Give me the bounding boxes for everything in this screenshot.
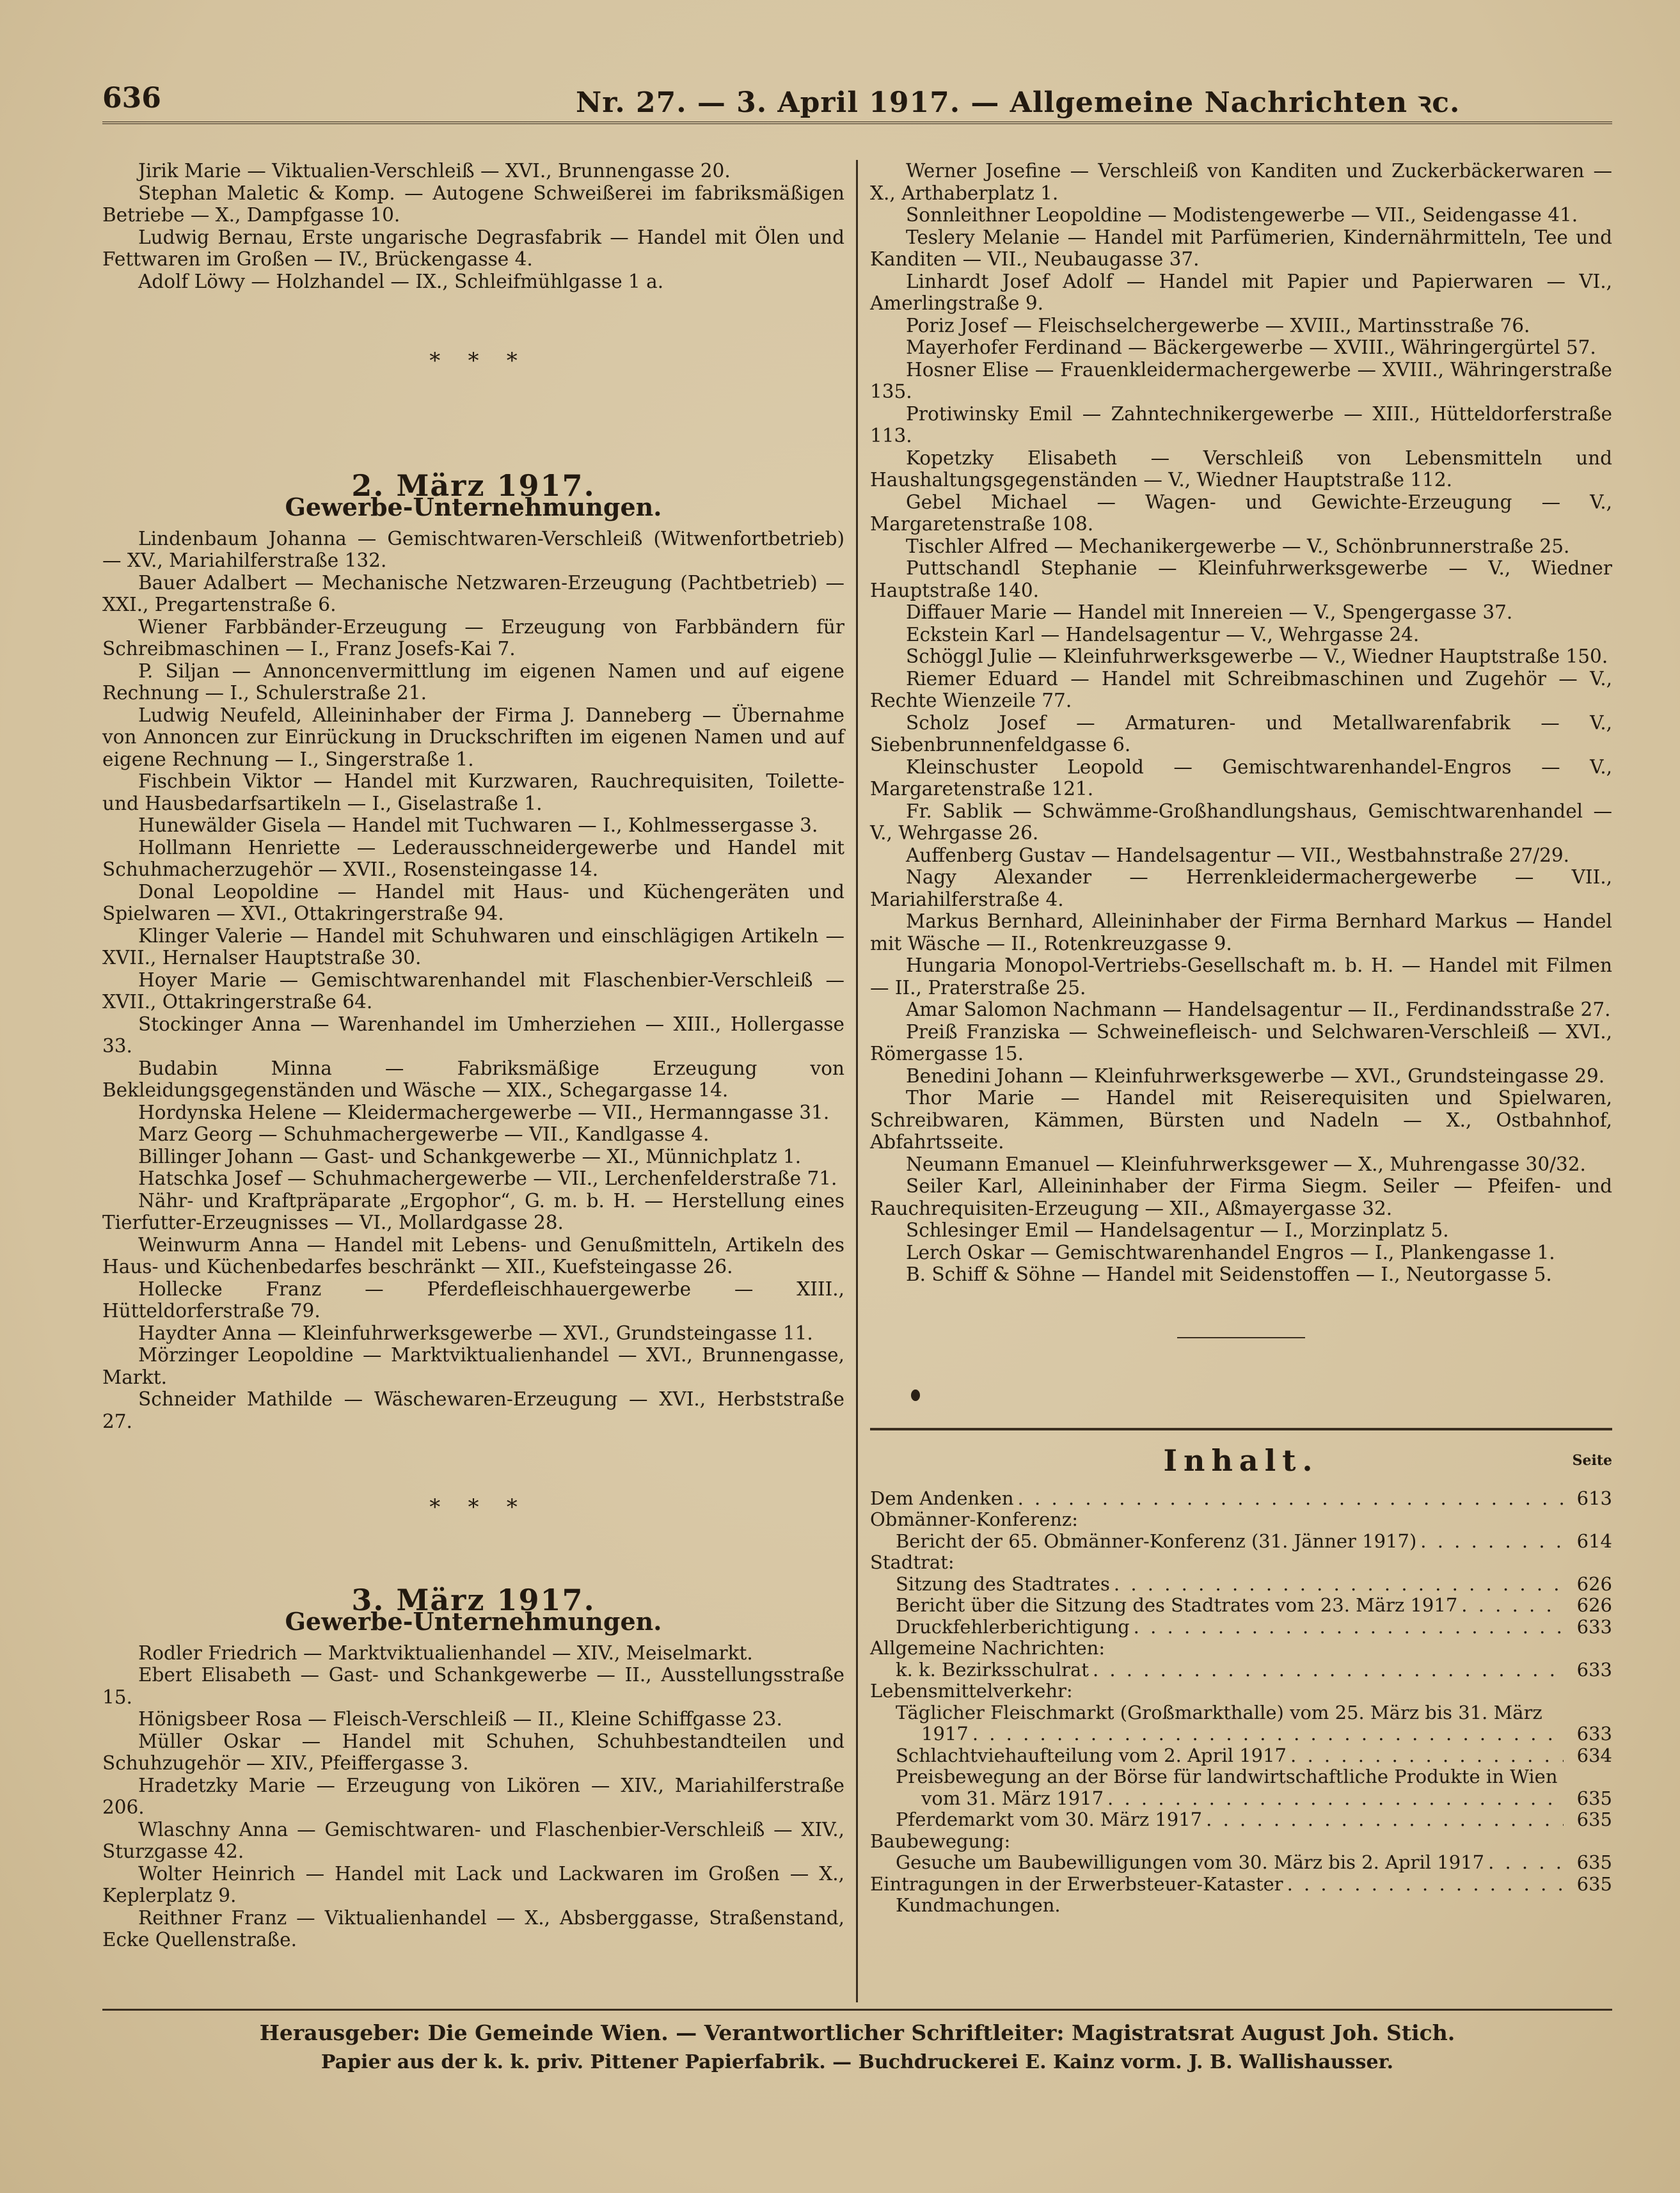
toc-page-number: 614	[1576, 1530, 1612, 1552]
list-item: Wolter Heinrich — Handel mit Lack und Lackwaren im Großen — X., Keplerplatz 9.	[102, 1862, 844, 1906]
list-item: Poriz Josef — Fleischselchergewerbe — XVIII., Martinsstraße 76.	[906, 314, 1530, 336]
toc-row	[870, 1574, 1612, 1595]
toc-entry-title: Eintragungen in der Erwerbsteuer-Kataster	[870, 1872, 1283, 1895]
list-item: Hatschka Josef — Schuhmachergewerbe — VII., Lerchenfelderstraße 71.	[138, 1168, 837, 1189]
list-item: Hunewälder Gisela — Handel mit Tuchwaren — I., Kohlmessergasse 3.	[138, 814, 818, 836]
list-item: B. Schiff & Söhne — Handel mit Seidenstoffen — I., Neutorgasse 5.	[906, 1263, 1552, 1285]
list-item: Donal Leopoldine — Handel mit Haus- und Küchengeräten und Spielwaren — XVI., Ottakringerstraße 94.	[102, 880, 844, 924]
contents-page-label: Seite	[1572, 1452, 1612, 1469]
list-item: Schneider Mathilde — Wäschewaren-Erzeugung — XVI., Herbststraße 27.	[102, 1388, 844, 1432]
toc-leader-dots	[1093, 1659, 1564, 1681]
toc-entry-title: Schlachtviehaufteilung vom 2. April 1917	[896, 1744, 1287, 1766]
contents-title: Inhalt.	[1163, 1443, 1319, 1478]
imprint-publisher: Herausgeber: Die Gemeinde Wien. — Verantwortlicher Schriftleiter: Magistratsrat August Joh. Stich.	[259, 2020, 1455, 2045]
list-item: Bauer Adalbert — Mechanische Netzwaren-Erzeugung (Pachtbetrieb) — XXI., Pregartenstraße 6.	[102, 571, 844, 615]
list-item: Puttschandl Stephanie — Kleinfuhrwerksgewerbe — V., Wiedner Hauptstraße 140.	[870, 557, 1612, 601]
page-number: 636	[102, 82, 161, 115]
table-of-contents	[870, 1488, 1612, 1917]
ink-speck	[911, 1389, 920, 1401]
list-item: Teslery Melanie — Handel mit Parfümerien, Kindernährmitteln, Tee und Kanditen — VII., Neubaugasse 37.	[870, 226, 1612, 270]
list-item: Ludwig Bernau, Erste ungarische Degrasfabrik — Handel mit Ölen und Fettwaren im Großen — IV., Brückengasse 4.	[102, 226, 844, 270]
section-heading: Gewerbe-Unternehmungen.	[285, 1607, 662, 1636]
toc-page-number: 626	[1576, 1594, 1612, 1616]
list-item: Benedini Johann — Kleinfuhrwerksgewerbe — XVI., Grundsteingasse 29.	[906, 1065, 1605, 1087]
list-item: Reithner Franz — Viktualienhandel — X., Absberggasse, Straßenstand, Ecke Quellenstraße.	[102, 1906, 844, 1951]
list-item: Hungaria Monopol-Vertriebs-Gesellschaft m. b. H. — Handel mit Filmen — II., Praterstraße 25.	[870, 954, 1612, 999]
list-item: Seiler Karl, Alleininhaber der Firma Siegm. Seiler — Pfeifen- und Rauchrequisiten-Erzeugung — XII., Aßmayergasse 32.	[870, 1175, 1612, 1219]
list-item: Linhardt Josef Adolf — Handel mit Papier und Papierwaren — VI., Amerlingstraße 9.	[870, 270, 1612, 314]
list-item: Stockinger Anna — Warenhandel im Umherziehen — XIII., Hollergasse 33.	[102, 1013, 844, 1057]
list-item: Hoyer Marie — Gemischtwarenhandel mit Flaschenbier-Verschleiß — XVII., Ottakringerstraße 64.	[102, 969, 844, 1013]
toc-row	[870, 1531, 1612, 1553]
list-item: Sonnleithner Leopoldine — Modistengewerbe — VII., Seidengasse 41.	[906, 204, 1578, 226]
list-item: Neumann Emanuel — Kleinfuhrwerksgewer — X., Muhrengasse 30/32.	[906, 1153, 1586, 1175]
list-item: Marz Georg — Schuhmachergewerbe — VII., Kandlgasse 4.	[138, 1123, 709, 1145]
list-item: Kleinschuster Leopold — Gemischtwarenhandel-Engros — V., Margaretenstraße 121.	[870, 756, 1612, 800]
list-item: Thor Marie — Handel mit Reiserequisiten und Spielwaren, Schreibwaren, Kämmen, Bürsten und Nadeln — X., Ostbahnhof, Abfahrtsseite.	[870, 1087, 1612, 1153]
toc-entry-title: Kundmachungen.	[896, 1894, 1061, 1916]
toc-page-number: 635	[1576, 1851, 1612, 1873]
toc-entry-title: Sitzung des Stadtrates	[896, 1572, 1110, 1595]
toc-entry-title: Bericht über die Sitzung des Stadtrates vom 23. März 1917	[896, 1594, 1458, 1616]
toc-row	[870, 1488, 1612, 1510]
list-item: Hosner Elise — Frauenkleidermachergewerbe — XVIII., Währingerstraße 135.	[870, 358, 1612, 402]
list-item: Adolf Löwy — Holzhandel — IX., Schleifmühlgasse 1 a.	[138, 270, 664, 292]
list-item: Lerch Oskar — Gemischtwarenhandel Engros — I., Plankengasse 1.	[906, 1241, 1555, 1263]
toc-page-number: 635	[1576, 1809, 1612, 1830]
top-entries	[102, 160, 844, 292]
toc-entry-title: vom 31. März 1917	[921, 1787, 1104, 1809]
list-item: Schöggl Julie — Kleinfuhrwerksgewerbe — V., Wiedner Hauptstraße 150.	[906, 645, 1608, 667]
list-item: Lindenbaum Johanna — Gemischtwaren-Verschleiß (Witwenfortbetrieb) — XV., Mariahilferstraße 132.	[102, 527, 844, 571]
toc-page-number: 626	[1576, 1572, 1612, 1595]
list-item: Ebert Elisabeth — Gast- und Schankgewerbe — II., Ausstellungsstraße 15.	[102, 1664, 844, 1708]
toc-entry-title: Druckfehlerberichtigung	[896, 1615, 1130, 1638]
imprint-printer: Papier aus der k. k. priv. Pittener Papierfabrik. — Buchdruckerei E. Kainz vorm. J. B. Wallishausser.	[321, 2051, 1394, 2073]
toc-entry-title: Täglicher Fleischmarkt (Großmarkthalle) vom 25. März bis 31. März	[896, 1701, 1542, 1723]
toc-row	[870, 1702, 1612, 1724]
list-item: Eckstein Karl — Handelsagentur — V., Wehrgasse 24.	[906, 623, 1420, 645]
separator-asterisks: * * *	[429, 1494, 518, 1520]
toc-entry-title: Bericht der 65. Obmänner-Konferenz (31. Jänner 1917)	[896, 1530, 1417, 1552]
section-date: 2. März 1917.	[351, 468, 596, 503]
toc-row	[870, 1766, 1612, 1788]
toc-page-number: 635	[1576, 1787, 1612, 1809]
list-item: Klinger Valerie — Handel mit Schuhwaren und einschlägigen Artikeln — XVII., Hernalser Hauptstraße 30.	[102, 924, 844, 969]
list-item: Fr. Sablik — Schwämme-Großhandlungshaus, Gemischtwarenhandel — V., Wehrgasse 26.	[870, 800, 1612, 844]
toc-row	[870, 1617, 1612, 1638]
list-item: Scholz Josef — Armaturen- und Metallwarenfabrik — V., Siebenbrunnenfeldgasse 6.	[870, 711, 1612, 756]
toc-entry-title: Baubewegung:	[870, 1830, 1011, 1852]
toc-row	[870, 1595, 1612, 1617]
section-entries	[102, 528, 844, 1433]
list-item: Wlaschny Anna — Gemischtwaren- und Flaschenbier-Verschleiß — XIV., Sturzgasse 42.	[102, 1818, 844, 1862]
running-head: Nr. 27. — 3. April 1917. — Allgemeine Nachrichten ꝛc.	[576, 86, 1461, 119]
toc-row	[870, 1681, 1612, 1702]
toc-leader-dots	[1134, 1617, 1564, 1638]
toc-leader-dots	[1107, 1788, 1564, 1810]
list-item: Schlesinger Emil — Handelsagentur — I., Morzinplatz 5.	[906, 1219, 1449, 1241]
toc-entry-title: Lebensmittelverkehr:	[870, 1680, 1073, 1702]
toc-leader-dots	[1287, 1874, 1564, 1896]
toc-entry-title: 1917	[921, 1723, 969, 1745]
list-item: Mörzinger Leopoldine — Marktviktualienhandel — XVI., Brunnengasse, Markt.	[102, 1344, 844, 1388]
list-item: Amar Salomon Nachmann — Handelsagentur — II., Ferdinandsstraße 27.	[906, 999, 1611, 1020]
toc-row	[870, 1659, 1612, 1681]
section-heading: Gewerbe-Unternehmungen.	[285, 493, 662, 521]
toc-leader-dots	[1290, 1745, 1564, 1767]
list-item: Nagy Alexander — Herrenkleidermachergewerbe — VII., Mariahilferstraße 4.	[870, 866, 1612, 910]
column-divider	[856, 160, 858, 2002]
list-item: Billinger Johann — Gast- und Schankgewerbe — XI., Münnichplatz 1.	[138, 1145, 802, 1168]
toc-leader-dots	[1114, 1574, 1564, 1595]
toc-row	[870, 1509, 1612, 1531]
list-item: Markus Bernhard, Alleininhaber der Firma Bernhard Markus — Handel mit Wäsche — II., Rotenkreuzgasse 9.	[870, 910, 1612, 954]
toc-row	[870, 1723, 1612, 1745]
list-item: Hollmann Henriette — Lederausschneidergewerbe und Handel mit Schuhmacherzugehör — XVII., Rosensteingasse 14.	[102, 836, 844, 880]
toc-row	[870, 1831, 1612, 1853]
toc-entry-title: Pferdemarkt vom 30. März 1917	[896, 1809, 1203, 1830]
list-item: Nähr- und Kraftpräparate „Ergophor“, G. m. b. H. — Herstellung eines Tierfutter-Erzeugnisses — VI., Mollardgasse 28.	[102, 1189, 844, 1233]
right-column	[870, 160, 1612, 1917]
toc-leader-dots	[1420, 1531, 1564, 1553]
header-rule	[102, 122, 1612, 124]
toc-page-number: 633	[1576, 1658, 1612, 1681]
left-column	[102, 160, 844, 1951]
toc-row	[870, 1638, 1612, 1659]
toc-page-number: 634	[1576, 1744, 1612, 1766]
list-item: Wiener Farbbänder-Erzeugung — Erzeugung von Farbbändern für Schreibmaschinen — I., Franz Josefs-Kai 7.	[102, 615, 844, 660]
list-item: Protiwinsky Emil — Zahntechnikergewerbe — XIII., Hütteldorferstraße 113.	[870, 402, 1612, 447]
footer-rule	[102, 2009, 1612, 2011]
list-item: Diffauer Marie — Handel mit Innereien — V., Spengergasse 37.	[906, 601, 1513, 623]
toc-row	[870, 1788, 1612, 1810]
list-item: Rodler Friedrich — Marktviktualienhandel — XIV., Meiselmarkt.	[138, 1642, 753, 1664]
toc-leader-dots	[1461, 1595, 1564, 1617]
toc-entry-title: Dem Andenken	[870, 1487, 1014, 1509]
section-date: 3. März 1917.	[351, 1582, 596, 1617]
toc-row	[870, 1895, 1612, 1917]
list-item: Tischler Alfred — Mechanikergewerbe — V., Schönbrunnerstraße 25.	[906, 535, 1570, 557]
toc-entry-title: k. k. Bezirksschulrat	[896, 1658, 1089, 1681]
toc-page-number: 633	[1576, 1723, 1612, 1745]
section-entries	[102, 1642, 844, 1951]
list-item: Hollecke Franz — Pferdefleischhauergewerbe — XIII., Hütteldorferstraße 79.	[102, 1278, 844, 1322]
list-item: Haydter Anna — Kleinfuhrwerksgewerbe — XVI., Grundsteingasse 11.	[138, 1322, 813, 1344]
toc-row	[870, 1809, 1612, 1831]
list-item: Kopetzky Elisabeth — Verschleiß von Lebensmitteln und Haushaltungsgegenständen — V., Wiedner Hauptstraße 112.	[870, 447, 1612, 491]
toc-page-number: 633	[1576, 1615, 1612, 1638]
toc-leader-dots	[1206, 1809, 1564, 1831]
list-item: Gebel Michael — Wagen- und Gewichte-Erzeugung — V., Margaretenstraße 108.	[870, 491, 1612, 535]
list-item: Auffenberg Gustav — Handelsagentur — VII., Westbahnstraße 27/29.	[906, 844, 1570, 866]
page-header	[102, 77, 1612, 128]
toc-leader-dots	[1488, 1852, 1564, 1874]
toc-page-number: 635	[1576, 1872, 1612, 1895]
list-item: Weinwurm Anna — Handel mit Lebens- und Genußmitteln, Artikeln des Haus- und Küchenbedarfes beschränkt — XII., Kuefsteingasse 26.	[102, 1233, 844, 1278]
toc-row	[870, 1852, 1612, 1874]
right-entries	[870, 160, 1612, 1286]
toc-leader-dots	[972, 1723, 1564, 1745]
toc-entry-title: Allgemeine Nachrichten:	[870, 1637, 1105, 1659]
list-item: Werner Josefine — Verschleiß von Kanditen und Zuckerbäckerwaren — X., Arthaberplatz 1.	[870, 160, 1612, 204]
toc-row	[870, 1874, 1612, 1896]
separator-asterisks: * * *	[429, 348, 518, 374]
list-item: Stephan Maletic & Komp. — Autogene Schweißerei im fabriksmäßigen Betriebe — X., Dampfgasse 10.	[102, 182, 844, 226]
toc-leader-dots	[1018, 1488, 1564, 1510]
list-item: Hordynska Helene — Kleidermachergewerbe — VII., Hermanngasse 31.	[138, 1101, 830, 1123]
list-item: Jirik Marie — Viktualien-Verschleiß — XVI., Brunnengasse 20.	[138, 160, 731, 182]
list-item: Ludwig Neufeld, Alleininhaber der Firma J. Danneberg — Übernahme von Annoncen zur Einrückung in Druckschriften im eigenen Namen und auf eigene Rechnung — I., Singerstraße 1.	[102, 704, 844, 770]
contents-title-row	[870, 1443, 1612, 1488]
toc-row	[870, 1552, 1612, 1574]
toc-entry-title: Preisbewegung an der Börse für landwirtschaftliche Produkte in Wien	[896, 1766, 1558, 1787]
list-item: Preiß Franziska — Schweinefleisch- und Selchwaren-Verschleiß — XVI., Römergasse 15.	[870, 1020, 1612, 1065]
list-item: Riemer Eduard — Handel mit Schreibmaschinen und Zugehör — V., Rechte Wienzeile 77.	[870, 667, 1612, 711]
list-item: Müller Oskar — Handel mit Schuhen, Schuhbestandteilen und Schuhzugehör — XIV., Pfeiffergasse 3.	[102, 1730, 844, 1774]
toc-row	[870, 1745, 1612, 1767]
list-item: Hönigsbeer Rosa — Fleisch-Verschleiß — II., Kleine Schiffgasse 23.	[138, 1708, 782, 1730]
toc-entry-title: Gesuche um Baubewilligungen vom 30. März bis 2. April 1917	[896, 1851, 1485, 1873]
imprint	[102, 2018, 1612, 2077]
toc-page-number: 613	[1576, 1487, 1612, 1509]
list-item: Hradetzky Marie — Erzeugung von Likören — XIV., Mariahilferstraße 206.	[102, 1774, 844, 1818]
list-item: Mayerhofer Ferdinand — Bäckergewerbe — XVIII., Währingergürtel 57.	[906, 336, 1596, 358]
toc-entry-title: Stadtrat:	[870, 1551, 955, 1573]
list-item: Budabin Minna — Fabriksmäßige Erzeugung von Bekleidungsgegenständen und Wäsche — XIX., Schegargasse 14.	[102, 1057, 844, 1101]
list-item: P. Siljan — Annoncenvermittlung im eigenen Namen und auf eigene Rechnung — I., Schulerstraße 21.	[102, 660, 844, 704]
toc-entry-title: Obmänner-Konferenz:	[870, 1508, 1078, 1530]
list-item: Fischbein Viktor — Handel mit Kurzwaren, Rauchrequisiten, Toilette- und Hausbedarfsartikeln — I., Giselastraße 1.	[102, 770, 844, 814]
